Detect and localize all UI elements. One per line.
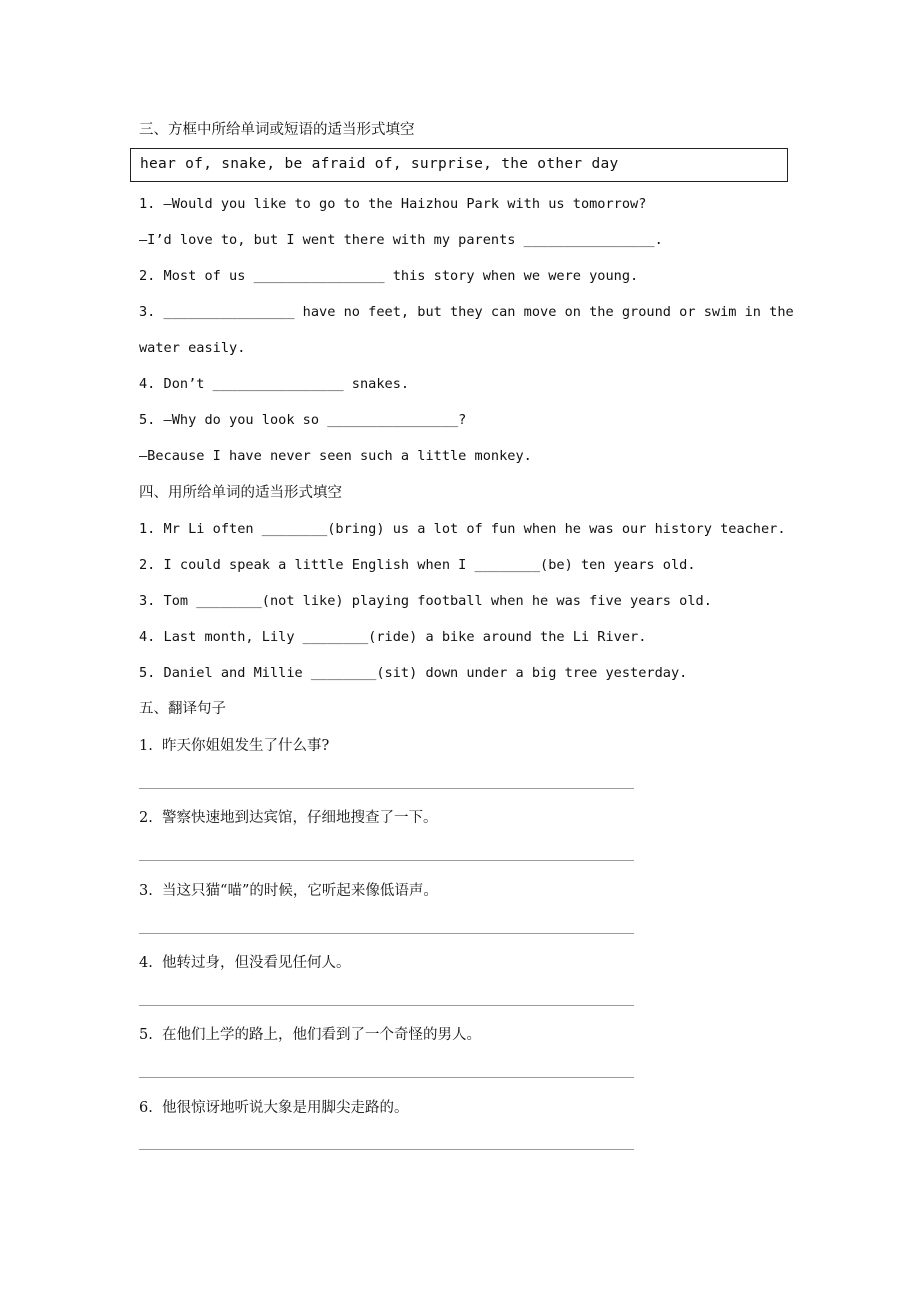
- section5-title: 五、翻译句子: [139, 701, 226, 717]
- s3-line: 3. ________________ have no feet, but they can move on the ground or swim in the: [139, 304, 794, 320]
- word-box-text: hear of, snake, be afraid of, surprise, the other day: [140, 156, 619, 172]
- s3-line: water easily.: [139, 340, 246, 356]
- s3-line: —Because I have never seen such a little monkey.: [139, 448, 532, 464]
- section3-title: 三、方框中所给单词或短语的适当形式填空: [139, 122, 415, 138]
- s4-line: 5. Daniel and Millie ________(sit) down under a big tree yesterday.: [139, 665, 688, 681]
- s3-line: 1. —Would you like to go to the Haizhou Park with us tomorrow?: [139, 196, 647, 212]
- answer-line[interactable]: [139, 1005, 634, 1006]
- translation-prompt: 4. 他转过身，但没看见任何人。: [139, 955, 351, 971]
- answer-line[interactable]: [139, 933, 634, 934]
- translation-prompt: 1. 昨天你姐姐发生了什么事?: [139, 738, 330, 754]
- s3-line: 5. —Why do you look so ________________?: [139, 412, 467, 428]
- s3-line: 2. Most of us ________________ this story when we were young.: [139, 268, 639, 284]
- answer-line[interactable]: [139, 860, 634, 861]
- s3-line: 4. Don’t ________________ snakes.: [139, 376, 410, 392]
- word-box: [130, 148, 788, 182]
- answer-line[interactable]: [139, 1077, 634, 1078]
- s4-line: 1. Mr Li often ________(bring) us a lot of fun when he was our history teacher.: [139, 521, 786, 537]
- answer-line[interactable]: [139, 1149, 634, 1150]
- section4-title: 四、用所给单词的适当形式填空: [139, 485, 342, 501]
- s3-line: —I’d love to, but I went there with my parents ________________.: [139, 232, 663, 248]
- translation-prompt: 5. 在他们上学的路上，他们看到了一个奇怪的男人。: [139, 1027, 482, 1043]
- translation-prompt: 2. 警察快速地到达宾馆，仔细地搜查了一下。: [139, 810, 438, 826]
- s4-line: 3. Tom ________(not like) playing football when he was five years old.: [139, 593, 712, 609]
- translation-prompt: 3. 当这只猫“喵”的时候，它听起来像低语声。: [139, 883, 438, 899]
- s4-line: 2. I could speak a little English when I ________(be) ten years old.: [139, 557, 696, 573]
- answer-line[interactable]: [139, 788, 634, 789]
- s4-line: 4. Last month, Lily ________(ride) a bike around the Li River.: [139, 629, 647, 645]
- translation-prompt: 6. 他很惊讶地听说大象是用脚尖走路的。: [139, 1100, 409, 1116]
